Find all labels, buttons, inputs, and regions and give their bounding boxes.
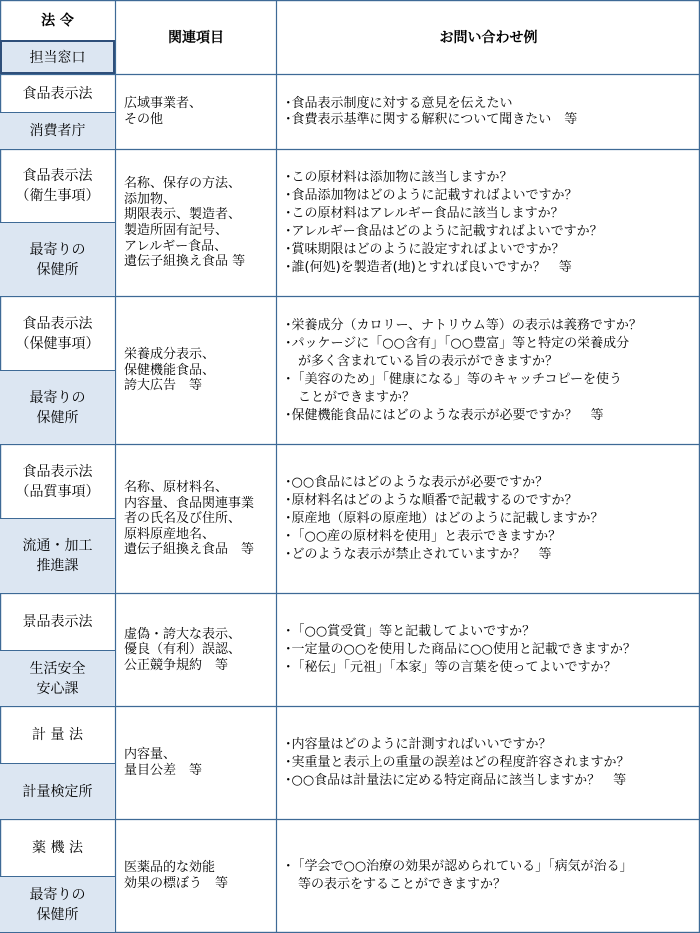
office-line: 流通・加工 — [22, 538, 93, 554]
item-line: 優良（有利）誤認、 — [124, 642, 242, 658]
item-line: 原料原産地名、 — [124, 526, 216, 542]
office-cell — [0, 650, 115, 706]
office-cell — [0, 518, 115, 593]
item-line: 者の氏名及び住所、 — [124, 511, 242, 527]
header-inquiry-examples: お問い合わせ例 — [439, 30, 538, 46]
related-items-cell — [116, 594, 276, 706]
question-line: 等の表示をすることができますか？ — [285, 877, 507, 892]
question-line: ･「○○産の原材料を使用」と表示できますか？ — [285, 529, 562, 544]
office-line: 最寄りの — [29, 886, 86, 903]
question-line: ･食品添加物はどのように記載すればよいですか？ — [285, 188, 578, 203]
office-line: 生活安全 — [29, 660, 86, 677]
item-line: 名称、保存の方法、 — [124, 176, 242, 192]
item-line: 誇大広告 等 — [124, 378, 203, 394]
law-cell — [0, 150, 115, 222]
law-line: 食品表示法 — [22, 85, 93, 102]
inquiry-cell — [277, 594, 700, 706]
question-line: ･「美容のため」「健康になる」等のキャッチコピーを使う — [285, 371, 622, 387]
header-related-items: 関連項目 — [168, 30, 224, 46]
item-line: 量目公差 等 — [124, 763, 203, 778]
office-cell — [0, 112, 115, 149]
question-line: ･食品表示制度に対する意見を伝えたい — [285, 96, 513, 111]
law-cell — [0, 707, 115, 763]
header-law: 法 令 — [41, 13, 74, 29]
inquiry-cell — [277, 445, 700, 593]
office-line: 消費者庁 — [29, 123, 86, 139]
header-office: 担当窓口 — [0, 40, 115, 74]
item-line: 広域事業者、 — [124, 96, 203, 112]
question-line: ･パッケージに「○○含有」「○○豊富」等と特定の栄養成分 — [285, 335, 630, 351]
item-line: 添加物、 — [124, 191, 177, 207]
office-line: 計量検定所 — [22, 783, 93, 800]
question-line: ･○○食品は計量法に定める特定商品に該当しますか？ 等 — [285, 773, 627, 788]
law-line: （保健事項） — [15, 335, 100, 352]
related-items-cell — [116, 707, 276, 819]
item-line: 医薬品的な効能 — [124, 860, 216, 876]
question-line: ･「秘伝」「元祖」「本家」等の言葉を使ってよいですか？ — [285, 660, 617, 675]
office-cell — [0, 222, 115, 296]
question-line: が多く含まれている旨の表示ができますか？ — [285, 353, 559, 369]
question-line: ことができますか？ — [285, 389, 416, 405]
item-line: 内容量、食品関連事業 — [124, 495, 255, 511]
item-line: アレルギー食品、 — [124, 238, 228, 254]
office-line: 最寄りの — [29, 241, 86, 258]
office-line: 最寄りの — [29, 389, 86, 406]
item-line: 効果の標ぼう 等 — [124, 876, 229, 891]
law-line: （衛生事項） — [15, 188, 100, 204]
item-line: 虚偽・誇大な表示、 — [124, 626, 242, 642]
question-line: ･この原材料は添加物に該当しますか？ — [285, 170, 513, 185]
inquiry-cell — [277, 707, 700, 819]
law-line: （品質事項） — [15, 483, 100, 500]
office-cell — [0, 876, 115, 932]
office-line: 保健所 — [36, 261, 79, 278]
question-line: ･この原材料はアレルギー食品に該当しますか？ — [285, 206, 564, 221]
item-line: その他 — [124, 112, 164, 127]
item-line: 遺伝子組換え食品 等 — [124, 254, 246, 270]
law-line: 食品表示法 — [22, 463, 93, 480]
question-line: ･食費表示基準に関する解釈について聞きたい 等 — [285, 112, 578, 127]
office-line: 保健所 — [36, 906, 79, 923]
related-items-cell — [116, 150, 276, 296]
item-line: 公正競争規約 等 — [124, 657, 229, 673]
law-line: 計 量 法 — [32, 727, 83, 743]
inquiry-cell — [277, 75, 700, 149]
law-cell — [0, 820, 115, 876]
related-items-cell — [116, 297, 276, 444]
question-line: ･アレルギー食品はどのように記載すればよいですか？ — [285, 224, 603, 239]
office-line: 推進課 — [36, 558, 79, 574]
question-line: ･「学会で○○治療の効果が認められている」「病気が治る」 — [285, 859, 633, 874]
item-line: 名称、原材料名、 — [124, 480, 229, 496]
law-line: 薬 機 法 — [32, 840, 83, 856]
law-cell — [0, 297, 115, 370]
law-line: 食品表示法 — [22, 168, 93, 184]
item-line: 保健機能食品、 — [124, 362, 216, 378]
question-line: ･賞味期限はどのように設定すればよいですか？ — [285, 242, 565, 257]
office-cell — [0, 370, 115, 444]
related-items-cell — [116, 820, 276, 932]
office-cell — [0, 763, 115, 819]
question-line: ･栄養成分（カロリー、ナトリウム等）の表示は義務ですか？ — [285, 317, 642, 333]
question-line: ･どのような表示が禁止されていますか？ 等 — [285, 547, 552, 562]
question-line: ･誰(何処)を製造者(地)とすれば良いですか？ 等 — [285, 260, 572, 275]
question-line: ･実重量と表示上の重量の誤差はどの程度許容されますか？ — [285, 755, 630, 770]
item-line: 製造所固有記号、 — [124, 223, 229, 238]
item-line: 栄養成分表示、 — [124, 347, 216, 363]
question-line: ･内容量はどのように計測すればいいですか？ — [285, 737, 552, 752]
question-line: ･原材料名はどのような順番で記載するのですか？ — [285, 493, 578, 508]
related-items-cell — [116, 75, 276, 149]
office-line: 保健所 — [36, 409, 79, 426]
question-line: ･○○食品にはどのような表示が必要ですか？ — [285, 475, 549, 490]
item-line: 期限表示、製造者、 — [124, 207, 242, 223]
law-line: 景品表示法 — [22, 614, 93, 630]
item-line: 内容量、 — [124, 747, 177, 763]
item-line: 遺伝子組換え食品 等 — [124, 542, 255, 558]
question-line: ･保健機能食品にはどのような表示が必要ですか？ 等 — [285, 407, 604, 423]
office-line: 安心課 — [36, 680, 79, 697]
question-line: ･原産地（原料の原産地）はどのように記載しますか？ — [285, 511, 604, 526]
question-line: ･一定量の○○を使用した商品に○○使用と記載できますか？ — [285, 642, 636, 657]
inquiry-cell — [277, 150, 700, 296]
law-line: 食品表示法 — [22, 315, 93, 332]
question-line: ･「○○賞受賞」等と記載してよいですか？ — [285, 624, 536, 639]
inquiry-cell — [277, 297, 700, 444]
law-cell — [0, 75, 115, 112]
related-items-cell — [116, 445, 276, 593]
law-cell — [0, 445, 115, 518]
law-cell — [0, 594, 115, 650]
inquiry-cell — [277, 820, 700, 932]
